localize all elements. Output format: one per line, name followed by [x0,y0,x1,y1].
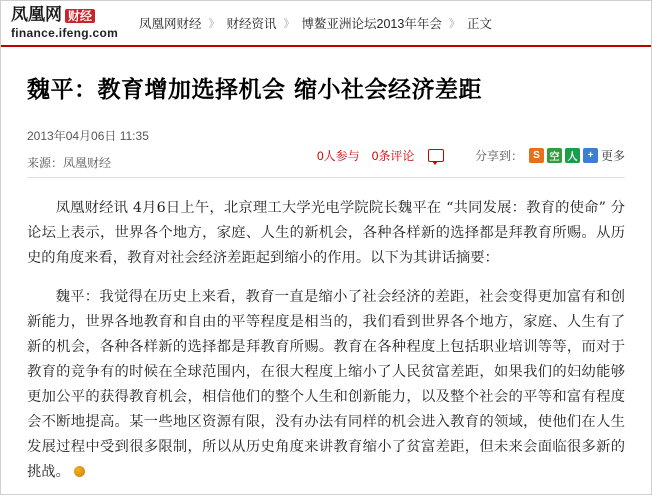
page-title: 魏平：教育增加选择机会 缩小社会经济差距 [27,76,483,103]
logo-badge: 财经 [65,9,95,24]
share-bar [475,147,625,164]
engagement-counts [317,147,444,164]
plus-icon[interactable]: + [583,148,598,163]
publish-date: 2013年04月06日 11:35 [27,128,149,143]
share-label: 分享到： [474,148,523,163]
participants-count[interactable]: 0人参与 [317,148,360,163]
source-label: 来源： [27,155,64,170]
end-mark-icon [74,466,85,477]
breadcrumb-item-1[interactable]: 财经资讯 [226,17,277,31]
sina-weibo-icon[interactable]: S [529,148,544,163]
breadcrumb-item-0[interactable]: 凤凰网财经 [139,17,202,31]
logo-url: finance.ifeng.com [11,25,119,40]
article-header [1,75,651,171]
breadcrumb-separator-0: 》 [208,18,220,30]
site-logo[interactable] [11,4,129,40]
renren-icon[interactable]: 人 [565,148,580,163]
breadcrumb-separator-2: 》 [448,18,460,30]
article-paragraph [27,285,625,485]
article-body [1,196,651,485]
header-divider [27,177,625,178]
breadcrumb [139,14,492,32]
breadcrumb-item-2[interactable]: 博鳌亚洲论坛2013年年会 [301,17,442,31]
comments-count[interactable]: 0条评论 [371,148,415,163]
comment-bubble-icon[interactable] [428,149,444,162]
site-header [1,1,651,47]
article-paragraph: 凤凰财经讯 4月6日上午，北京理工大学光电学院院长魏平在 “共同发展：教育的使命” 分论坛上表示，世界各个地方，家庭、人生的新机会，各种各样新的选择都是拜教育所赐。从历史的角度来看，教育对社会经济差距起到缩小的作用。以下为其讲话摘要： [27,199,625,266]
share-icon-group [529,148,598,163]
source-link[interactable]: 凤凰财经 [63,155,112,170]
logo-top-row [11,4,129,25]
qzone-icon[interactable]: 空 [547,148,562,163]
article-paragraph-text: 魏平：我觉得在历史上来看，教育一直是缩小了社会经济的差距，社会变得更加富有和创新能力，世界各地教育和自由的平等程度是相当的，我们看到世界各个地方，家庭、人生有了新的机会，各种各样新的选择都是拜教育所赐。教育在各种程度上包括职业培训等等，而对于教育的竞争有的时候在全球范围内，在很大程度上缩小了人民贫富差距，如果我们的妇幼能够更加公平的获得教育机会，相信他们的整个人生和创新能力，以及整个社会的平等和富有程度会不断地提高。某一些地区资源有限，没有办法有同样的机会进入教育的领域，使他们在人生发展过程中受到很多限制，所以从历史角度来讲教育缩小了贫富差距，但未来会面临很多新的挑战。 [27,288,625,480]
article-meta [27,127,625,171]
logo-text: 凤凰网 [11,4,62,25]
share-more-button[interactable]: 更多 [600,148,625,163]
breadcrumb-separator-1: 》 [283,18,295,30]
breadcrumb-item-3[interactable]: 正文 [466,17,492,31]
